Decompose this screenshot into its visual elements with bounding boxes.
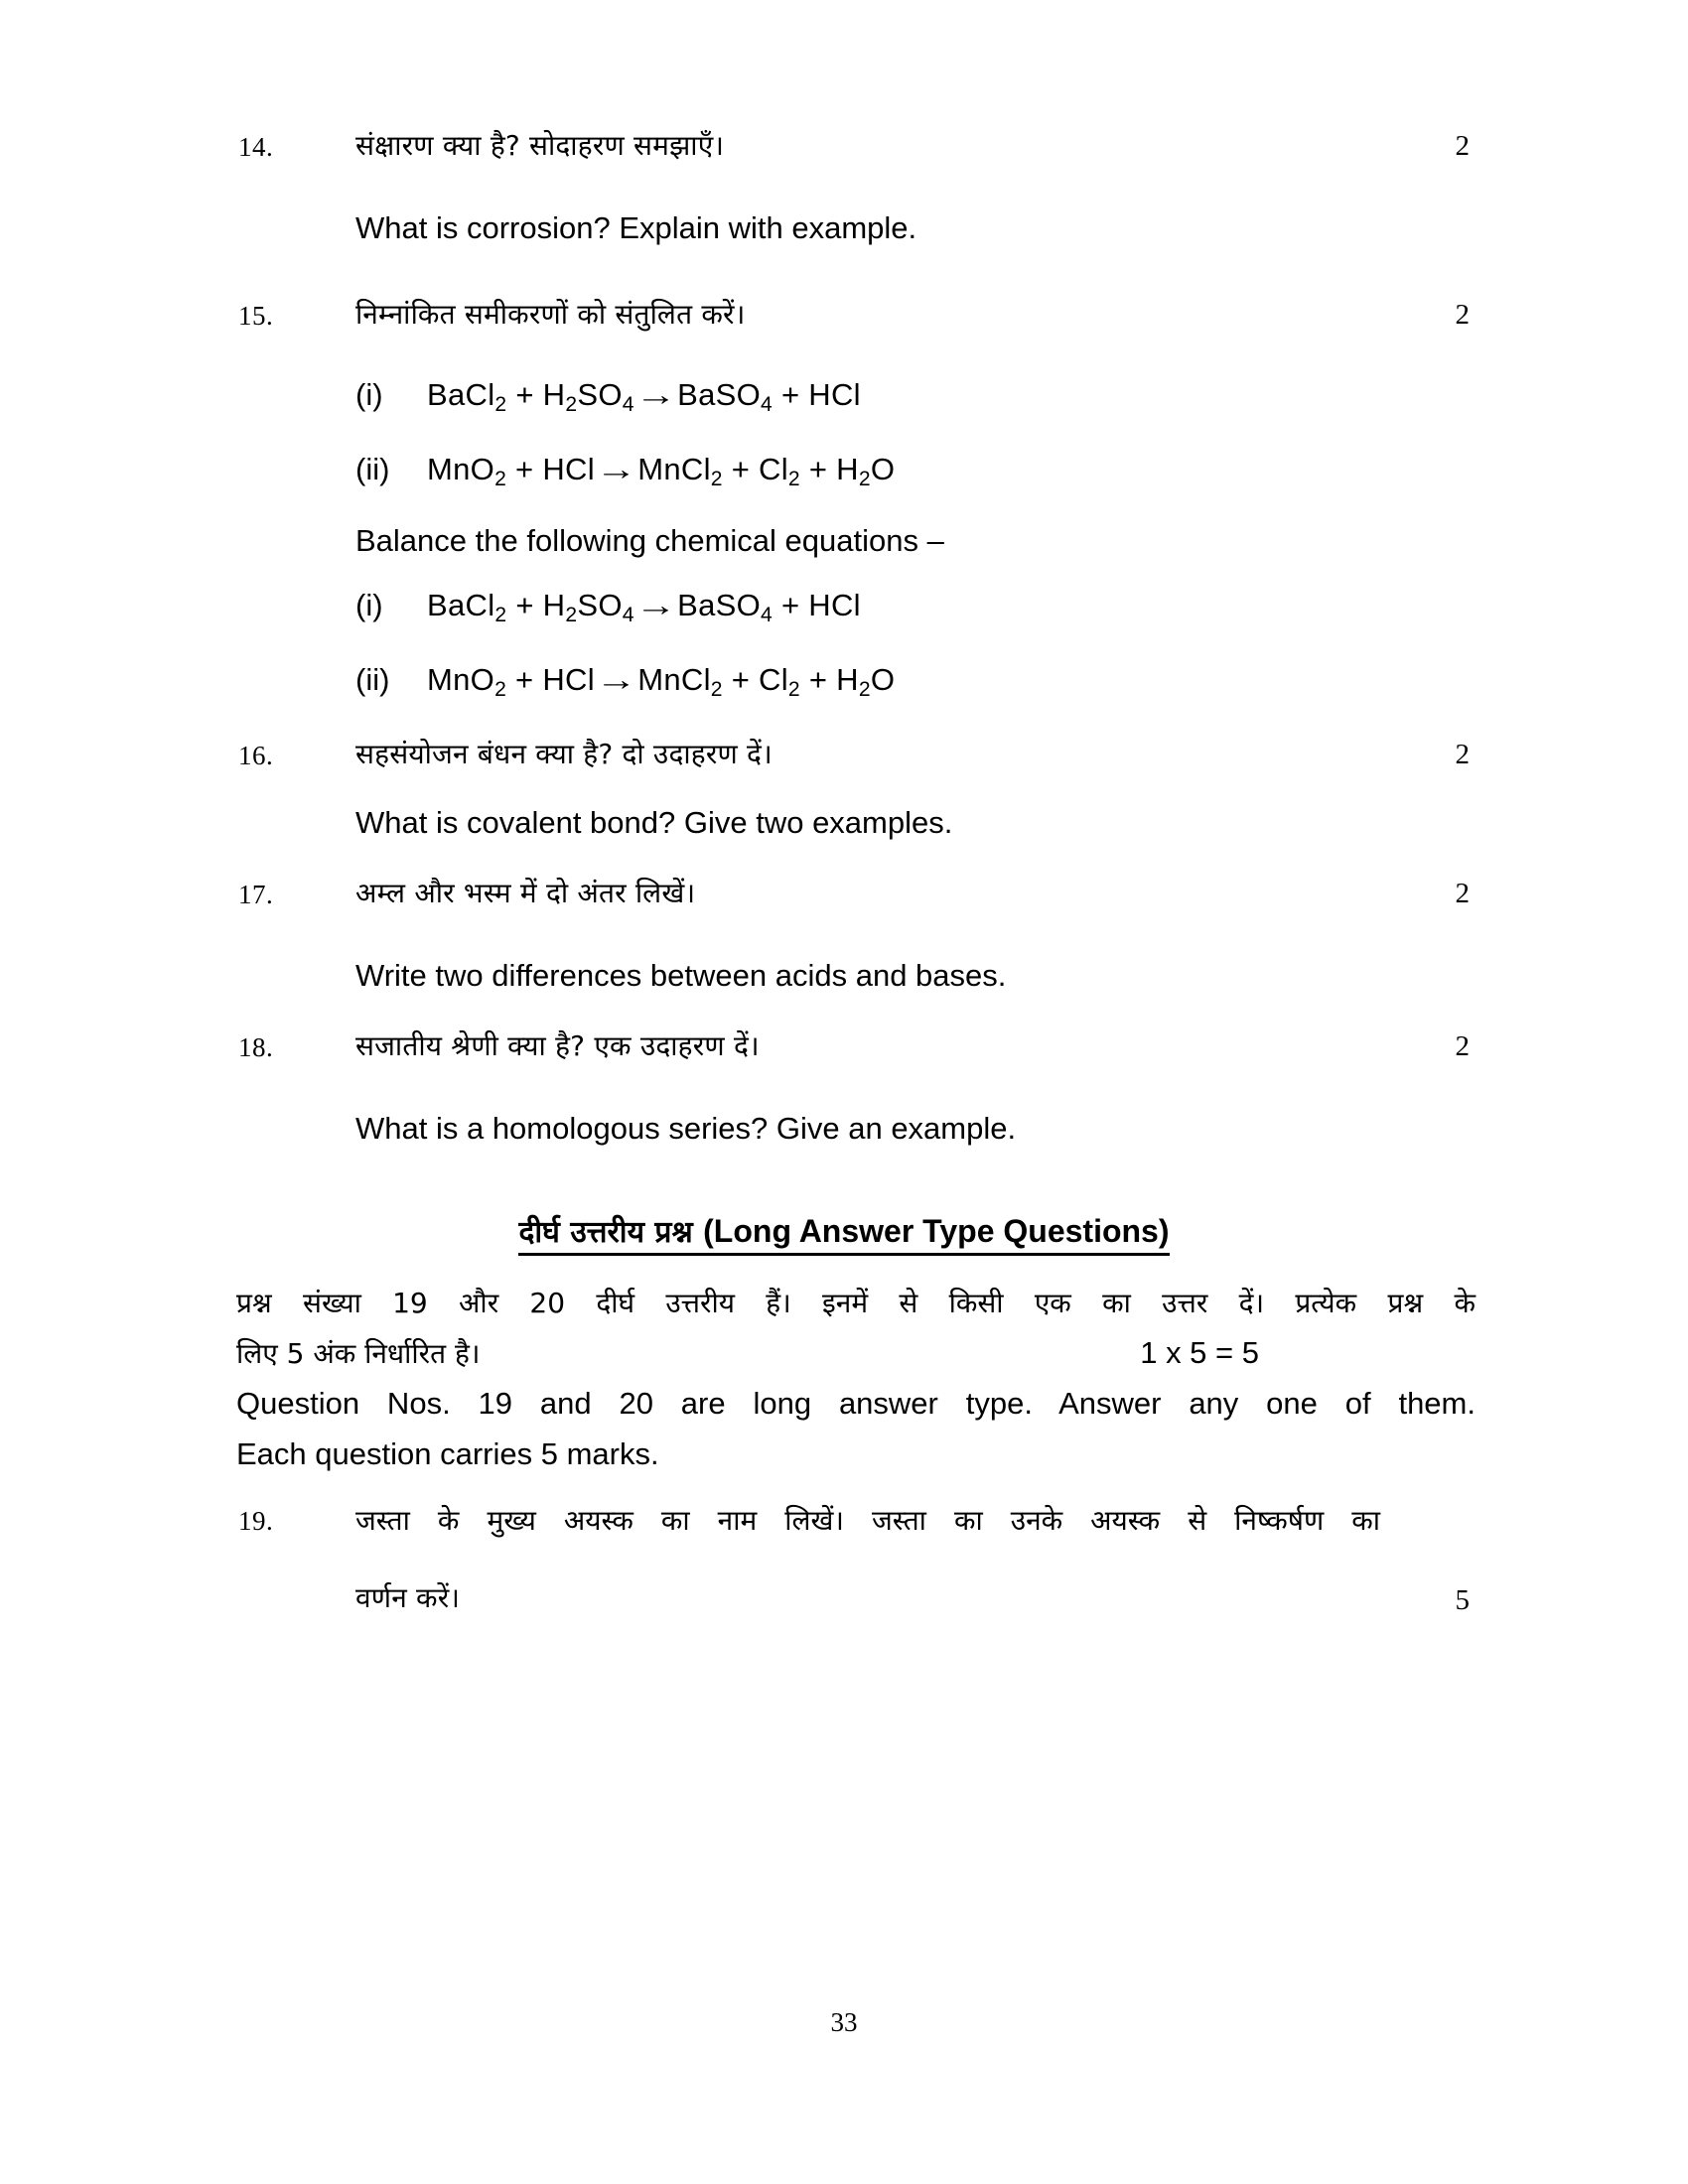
question-marks: 2 bbox=[1455, 130, 1470, 162]
question-body bbox=[355, 736, 1380, 843]
question-body bbox=[355, 1027, 1380, 1149]
question-number: 16. bbox=[238, 740, 274, 770]
section-heading bbox=[0, 1210, 1688, 1256]
reaction-arrow-icon: → bbox=[595, 661, 637, 697]
reaction-arrow-icon: → bbox=[595, 451, 637, 486]
instruction-hindi-line-2: लिए 5 अंक निर्धारित है। bbox=[236, 1336, 481, 1370]
equation-label: (ii) bbox=[355, 661, 390, 697]
section-heading-underline bbox=[518, 1210, 1169, 1256]
question-body bbox=[355, 296, 1380, 334]
question-body bbox=[355, 127, 1380, 248]
reaction-arrow-icon: → bbox=[634, 376, 677, 412]
question-number: 19. bbox=[238, 1505, 274, 1536]
instruction-english-line-2: Each question carries 5 marks. bbox=[236, 1435, 659, 1471]
equation-reactants: MnO$_2$ + HCl bbox=[427, 451, 595, 490]
question-text-english: What is a homologous series? Give an example. bbox=[355, 1110, 1017, 1146]
equation-row-english-1 bbox=[238, 588, 1470, 627]
balance-instruction-english: Balance the following chemical equations – bbox=[355, 522, 944, 558]
question-row-14 bbox=[238, 127, 1470, 248]
question-text-hindi: सजातीय श्रेणी क्या है? एक उदाहरण दें। bbox=[355, 1028, 760, 1062]
equation-text bbox=[427, 377, 861, 417]
page-number: 33 bbox=[830, 2007, 858, 2037]
question-marks: 2 bbox=[1455, 1029, 1470, 1062]
equation-reactants: BaCl$_2$ + $H_2SO_4$ bbox=[427, 376, 634, 416]
section-instructions bbox=[236, 1280, 1476, 1479]
question-number: 17. bbox=[238, 879, 274, 909]
question-row-18 bbox=[238, 1027, 1470, 1149]
equation-text bbox=[427, 452, 895, 491]
question-text-hindi: संक्षारण क्या है? सोदाहरण समझाएँ। bbox=[355, 129, 725, 162]
equation-row-hindi-2 bbox=[238, 452, 1470, 491]
question-text-english: What is corrosion? Explain with example. bbox=[355, 209, 917, 245]
balance-instruction-row bbox=[238, 521, 1470, 561]
instruction-hindi-line-1: प्रश्न संख्या 19 और 20 दीर्घ उत्तरीय हैं। इनमें से किसी एक का उत्तर दें। प्रत्येक प्रश्न के bbox=[236, 1287, 1476, 1320]
question-text-hindi: अम्ल और भस्म में दो अंतर लिखें। bbox=[355, 876, 696, 909]
question-number: 14. bbox=[238, 132, 274, 162]
question-text-hindi-line-1: जस्ता के मुख्य अयस्क का नाम लिखें। जस्ता का उनके अयस्क से निष्कर्षण का bbox=[355, 1503, 1380, 1537]
question-row-15 bbox=[238, 296, 1470, 334]
equation-text bbox=[427, 662, 895, 702]
equation-label: (ii) bbox=[355, 451, 390, 486]
equation-text bbox=[427, 588, 861, 627]
question-number: 18. bbox=[238, 1031, 274, 1062]
question-text-hindi-line-2: वर्णन करें। bbox=[355, 1580, 461, 1614]
equation-products: BaSO$_4$ + HCl bbox=[677, 587, 861, 626]
equation-label: (i) bbox=[355, 587, 383, 622]
question-row-19 bbox=[238, 1501, 1470, 1617]
question-row-16 bbox=[238, 736, 1470, 843]
question-text-hindi: सहसंयोजन बंधन क्या है? दो उदाहरण दें। bbox=[355, 737, 773, 770]
reaction-arrow-icon: → bbox=[634, 587, 677, 622]
question-marks: 2 bbox=[1455, 299, 1470, 332]
equation-row-hindi-1 bbox=[238, 377, 1470, 417]
question-body bbox=[355, 875, 1380, 996]
question-marks: 5 bbox=[1455, 1583, 1470, 1616]
equation-products: BaSO$_4$ + HCl bbox=[677, 376, 861, 416]
question-body bbox=[355, 1501, 1380, 1617]
equation-reactants: MnO$_2$ + HCl bbox=[427, 661, 595, 701]
question-text-english: What is covalent bond? Give two examples. bbox=[355, 804, 953, 840]
question-text-hindi: निम्नांकित समीकरणों को संतुलित करें। bbox=[355, 298, 746, 332]
question-marks: 2 bbox=[1455, 738, 1470, 770]
instruction-english-line-1: Question Nos. 19 and 20 are long answer type. Answer any one of them. bbox=[236, 1386, 1476, 1422]
equation-row-english-2 bbox=[238, 662, 1470, 702]
question-marks: 2 bbox=[1455, 877, 1470, 909]
equation-reactants: BaCl$_2$ + $H_2SO_4$ bbox=[427, 587, 634, 626]
instruction-hindi-line-2-row bbox=[236, 1327, 1476, 1380]
question-number: 15. bbox=[238, 301, 274, 332]
section-heading-english: (Long Answer Type Questions) bbox=[703, 1213, 1170, 1250]
equation-label: (i) bbox=[355, 376, 383, 412]
section-heading-hindi: दीर्घ उत्तरीय प्रश्न bbox=[518, 1215, 704, 1251]
equation-products: MnCl$_2$ + $Cl_2 + H_2O$ bbox=[637, 451, 896, 490]
question-row-17 bbox=[238, 875, 1470, 996]
equation-products: MnCl$_2$ + $Cl_2 + H_2O$ bbox=[637, 661, 896, 701]
instruction-marks: 1 x 5 = 5 bbox=[1140, 1334, 1259, 1370]
question-text-english: Write two differences between acids and bases. bbox=[355, 957, 1007, 993]
